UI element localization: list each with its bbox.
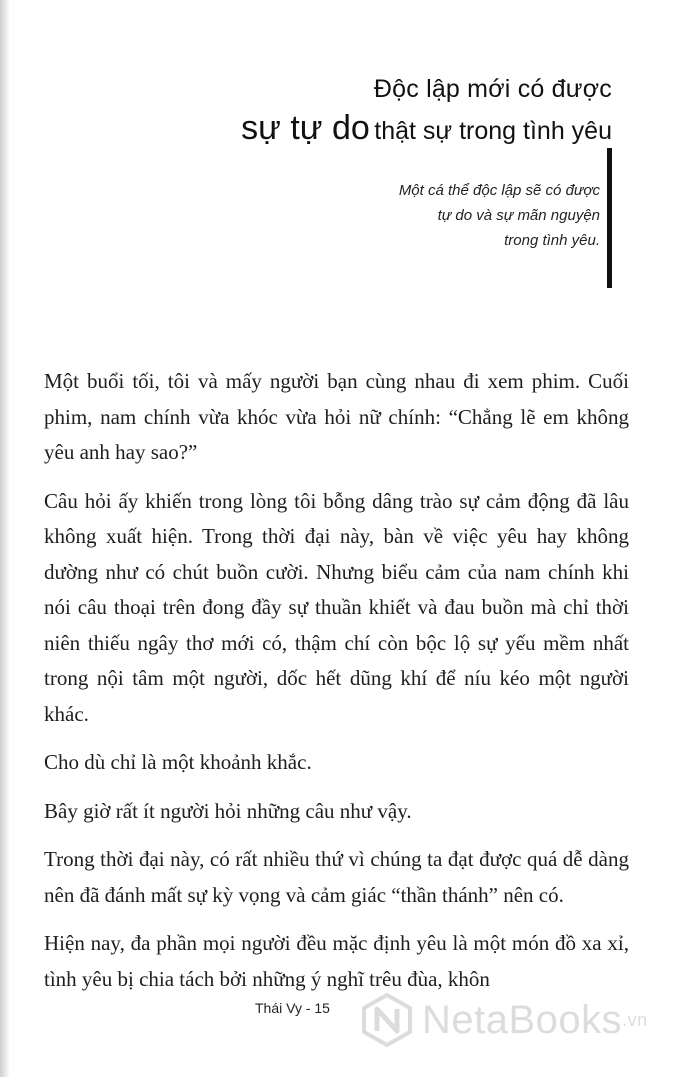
- heading-line-1: Độc lập mới có được: [373, 75, 612, 103]
- chapter-heading: [241, 74, 612, 155]
- paragraph: Câu hỏi ấy khiến trong lòng tôi bỗng dâng trào sự cảm động đã lâu không xuất hiện. Trong thời đại này, bàn về việc yêu hay không dường như có chút buồn cười. Nhưng biểu cảm của nam chính khi nói câu thoại trên đong đầy sự thuần khiết và đau buồn mà chỉ thời niên thiếu ngây thơ mới có, thậm chí còn bộc lộ sự yếu mềm nhất trong nội tâm một người, dốc hết dũng khí để níu kéo một người khác.: [44, 488, 629, 726]
- paragraph: Cho dù chỉ là một khoảnh khắc.: [44, 750, 312, 774]
- watermark: [360, 990, 648, 1050]
- paragraph: Hiện nay, đa phần mọi người đều mặc định yêu là một món đồ xa xỉ, tình yêu bị chia tách bởi những ý nghĩ trêu đùa, khôn: [44, 931, 629, 991]
- netabooks-logo-icon: [360, 993, 414, 1047]
- watermark-suffix: .vn: [622, 1009, 648, 1030]
- heading-emphasis: sự tự do: [241, 109, 370, 147]
- page-edge-shadow: [0, 0, 10, 1077]
- quote-line: Một cá thể độc lập sẽ có được: [398, 182, 600, 199]
- paragraph: Trong thời đại này, có rất nhiều thứ vì chúng ta đạt được quá dễ dàng nên đã đánh mất sự kỳ vọng và cảm giác “thần thánh” nên có.: [44, 847, 629, 907]
- pull-quote: [399, 178, 600, 253]
- page-footer: Thái Vy - 15: [255, 1000, 330, 1016]
- body-text: [44, 364, 629, 1010]
- paragraph: Một buổi tối, tôi và mấy người bạn cùng nhau đi xem phim. Cuối phim, nam chính vừa khóc vừa hỏi nữ chính: “Chẳng lẽ em không yêu anh hay sao?”: [44, 369, 629, 464]
- heading-rest: thật sự trong tình yêu: [374, 117, 612, 145]
- quote-line: trong tình yêu.: [504, 232, 600, 249]
- quote-line: tự do và sự mãn nguyện: [437, 207, 600, 224]
- paragraph: Bây giờ rất ít người hỏi những câu như vậy.: [44, 798, 412, 823]
- heading-line-2: [241, 108, 612, 155]
- quote-vertical-bar: [607, 148, 612, 288]
- watermark-brand: NetaBooks: [422, 997, 623, 1042]
